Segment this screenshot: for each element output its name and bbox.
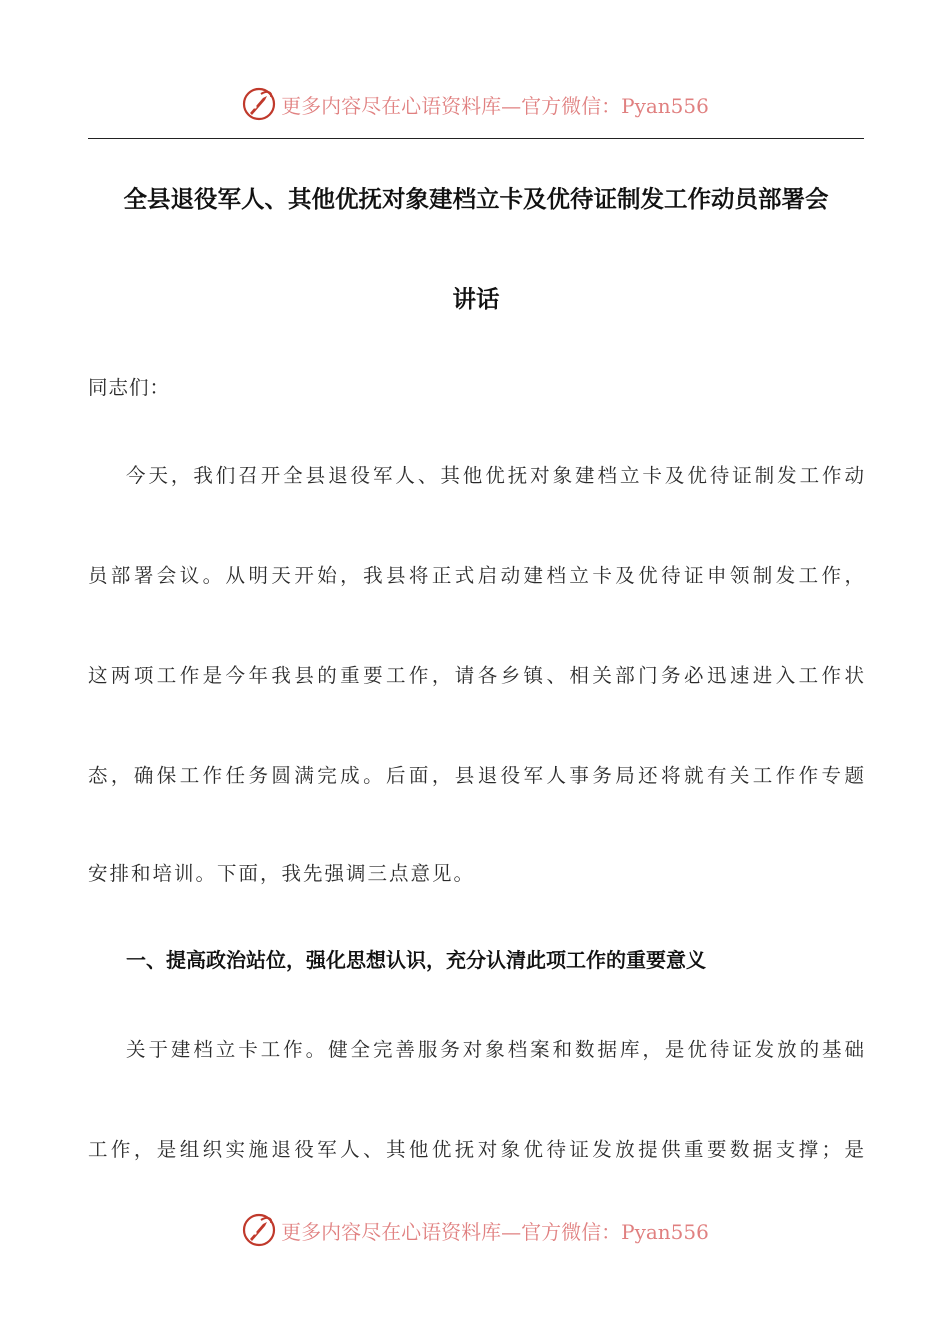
header-divider <box>88 138 864 139</box>
pen-nib-logo-icon <box>241 86 277 122</box>
paragraph-1-line-3: 这两项工作是今年我县的重要工作，请各乡镇、相关部门务必迅速进入工作状 <box>88 664 864 687</box>
paragraph-1-line-5: 安排和培训。下面，我先强调三点意见。 <box>88 862 476 885</box>
paragraph-1-line-1: 今天，我们召开全县退役军人、其他优抚对象建档立卡及优待证制发工作动 <box>126 464 864 487</box>
paragraph-2-line-1: 关于建档立卡工作。健全完善服务对象档案和数据库，是优待证发放的基础 <box>126 1038 864 1061</box>
footer-watermark <box>0 1208 950 1252</box>
pen-nib-logo-icon <box>241 1212 277 1248</box>
paragraph-1-line-2: 员部署会议。从明天开始，我县将正式启动建档立卡及优待证申领制发工作， <box>88 564 864 587</box>
document-title-line-2: 讲话 <box>452 285 500 313</box>
document-title-line-1: 全县退役军人、其他优抚对象建档立卡及优待证制发工作动员部署会 <box>123 185 829 213</box>
paragraph-2-line-2: 工作，是组织实施退役军人、其他优抚对象优待证发放提供重要数据支撑；是 <box>88 1138 864 1161</box>
salutation: 同志们： <box>88 376 171 399</box>
section-1-heading: 一、提高政治站位，强化思想认识，充分认清此项工作的重要意义 <box>126 948 706 972</box>
watermark-text: 更多内容尽在心语资料库—官方微信：Pyan556 <box>281 93 709 118</box>
paragraph-1-line-4: 态，确保工作任务圆满完成。后面，县退役军人事务局还将就有关工作作专题 <box>88 764 864 787</box>
header-watermark <box>0 82 950 126</box>
watermark-text: 更多内容尽在心语资料库—官方微信：Pyan556 <box>281 1219 709 1244</box>
